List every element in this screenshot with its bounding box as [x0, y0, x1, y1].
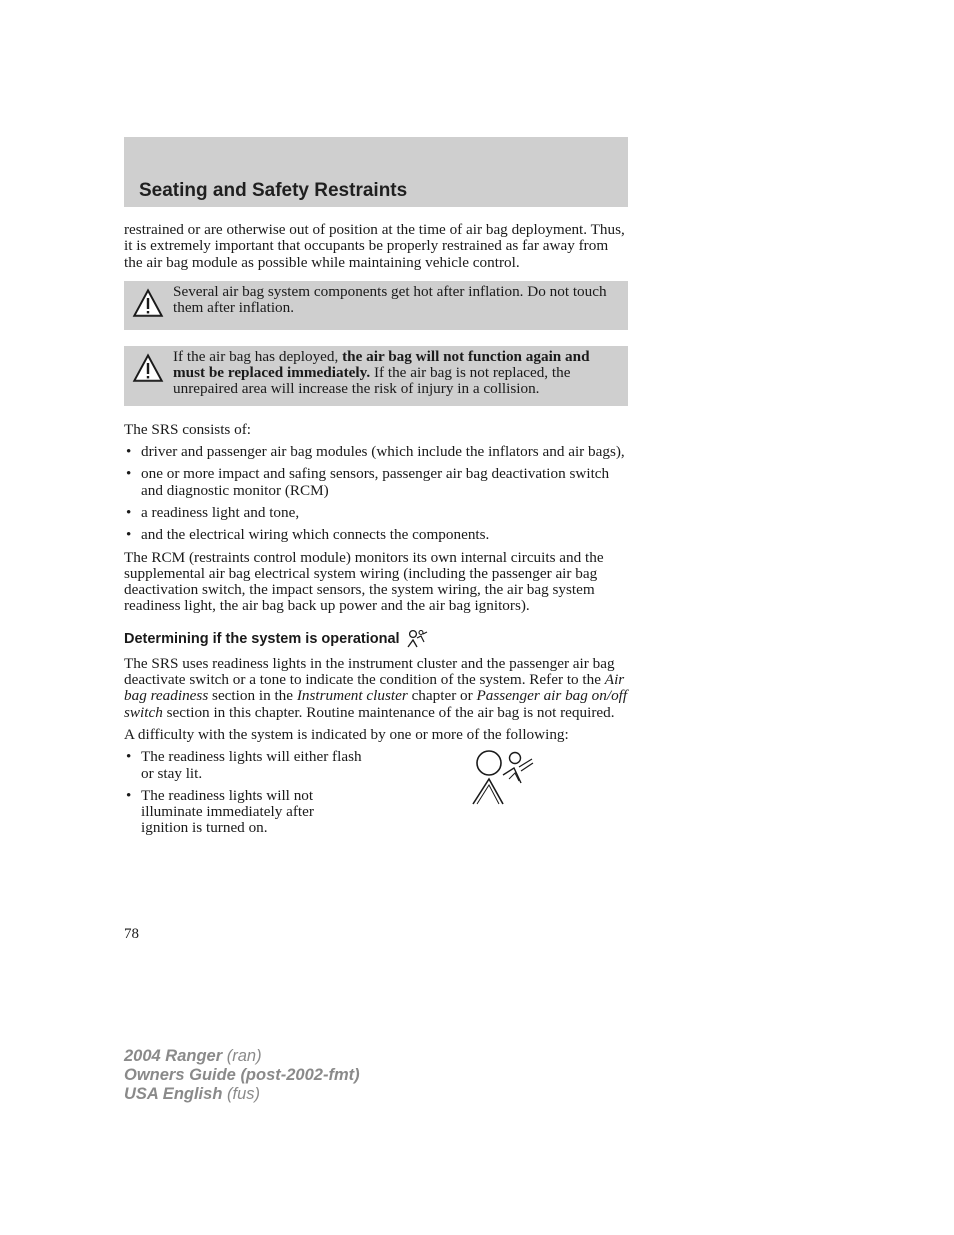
page-title: Seating and Safety Restraints	[139, 180, 408, 201]
intro-paragraph: restrained or are otherwise out of position at the time of air bag deployment. Thus, it is extremely important that occupants be properly restrained as far away from the air bag module as possible while maintaining vehicle control.	[124, 221, 625, 271]
readiness-paragraph	[124, 656, 628, 721]
list-item: • The readiness lights will not illuminate immediately after ignition is turned on.	[124, 788, 364, 837]
document-footer	[124, 1047, 360, 1104]
warning-box-replace-airbag	[124, 346, 628, 406]
list-item: • driver and passenger air bag modules (which include the inflators and air bags),	[124, 444, 628, 460]
difficulty-row	[124, 749, 628, 842]
page-number: 78	[124, 926, 139, 942]
section-heading-text: Determining if the system is operational	[124, 630, 400, 647]
difficulty-intro: A difficulty with the system is indicated by one or more of the following:	[124, 725, 569, 743]
readiness-ref-2: Instrument cluster	[296, 687, 408, 705]
list-item: • a readiness light and tone,	[124, 505, 628, 521]
readiness-ref-1: Air bag readiness	[124, 671, 625, 705]
section-heading	[124, 629, 628, 649]
airbag-readiness-large-icon	[469, 749, 539, 811]
list-item: • one or more impact and safing sensors, passenger air bag deactivation switch and diagnostic monitor (RCM)	[124, 466, 628, 499]
readiness-text-2: section in the	[208, 687, 297, 705]
footer-model: 2004 Ranger	[124, 1047, 223, 1065]
srs-components-list	[124, 444, 628, 543]
list-item: • and the electrical wiring which connects the components.	[124, 527, 628, 543]
difficulty-list	[124, 749, 364, 836]
readiness-text-4: section in this chapter. Routine maintenance of the air bag is not required.	[162, 703, 615, 721]
readiness-ref-3: Passenger air bag on/off switch	[124, 687, 628, 721]
rcm-paragraph: The RCM (restraints control module) monitors its own internal circuits and the supplemental air bag electrical system wiring (including the passenger air bag deactivation switch, the impact sensors, the system wiring, the air bag system readiness light, the air bag back up power and the air bag ignitors).	[124, 548, 604, 615]
footer-guide: Owners Guide (post-2002-fmt)	[124, 1066, 360, 1084]
warning-text-bold: the air bag will not function again and must be replaced immediately.	[173, 347, 590, 382]
readiness-text-3: chapter or	[407, 687, 477, 705]
footer-model-code: (ran)	[222, 1047, 262, 1065]
warning-triangle-icon	[131, 351, 165, 387]
warning-text-a: If the air bag has deployed,	[173, 347, 343, 365]
page-content	[124, 222, 628, 843]
airbag-readiness-icon	[406, 629, 428, 649]
warning-box-hot-components	[124, 281, 628, 330]
warning-text-b: If the air bag is not replaced, the unrepaired area will increase the risk of injury in a collision.	[173, 364, 571, 398]
section-header-band	[124, 137, 628, 207]
footer-language-code: (fus)	[222, 1085, 260, 1103]
readiness-text-1: The SRS uses readiness lights in the instrument cluster and the passenger air bag deactivate switch or a tone to indicate the condition of the system. Refer to the	[124, 654, 615, 689]
list-item: • The readiness lights will either flash or stay lit.	[124, 749, 364, 782]
warning-triangle-icon	[131, 286, 165, 322]
srs-intro: The SRS consists of:	[124, 420, 251, 438]
warning-text: Several air bag system components get hot after inflation. Do not touch them after inflation.	[173, 282, 607, 317]
footer-language: USA English	[124, 1085, 223, 1103]
